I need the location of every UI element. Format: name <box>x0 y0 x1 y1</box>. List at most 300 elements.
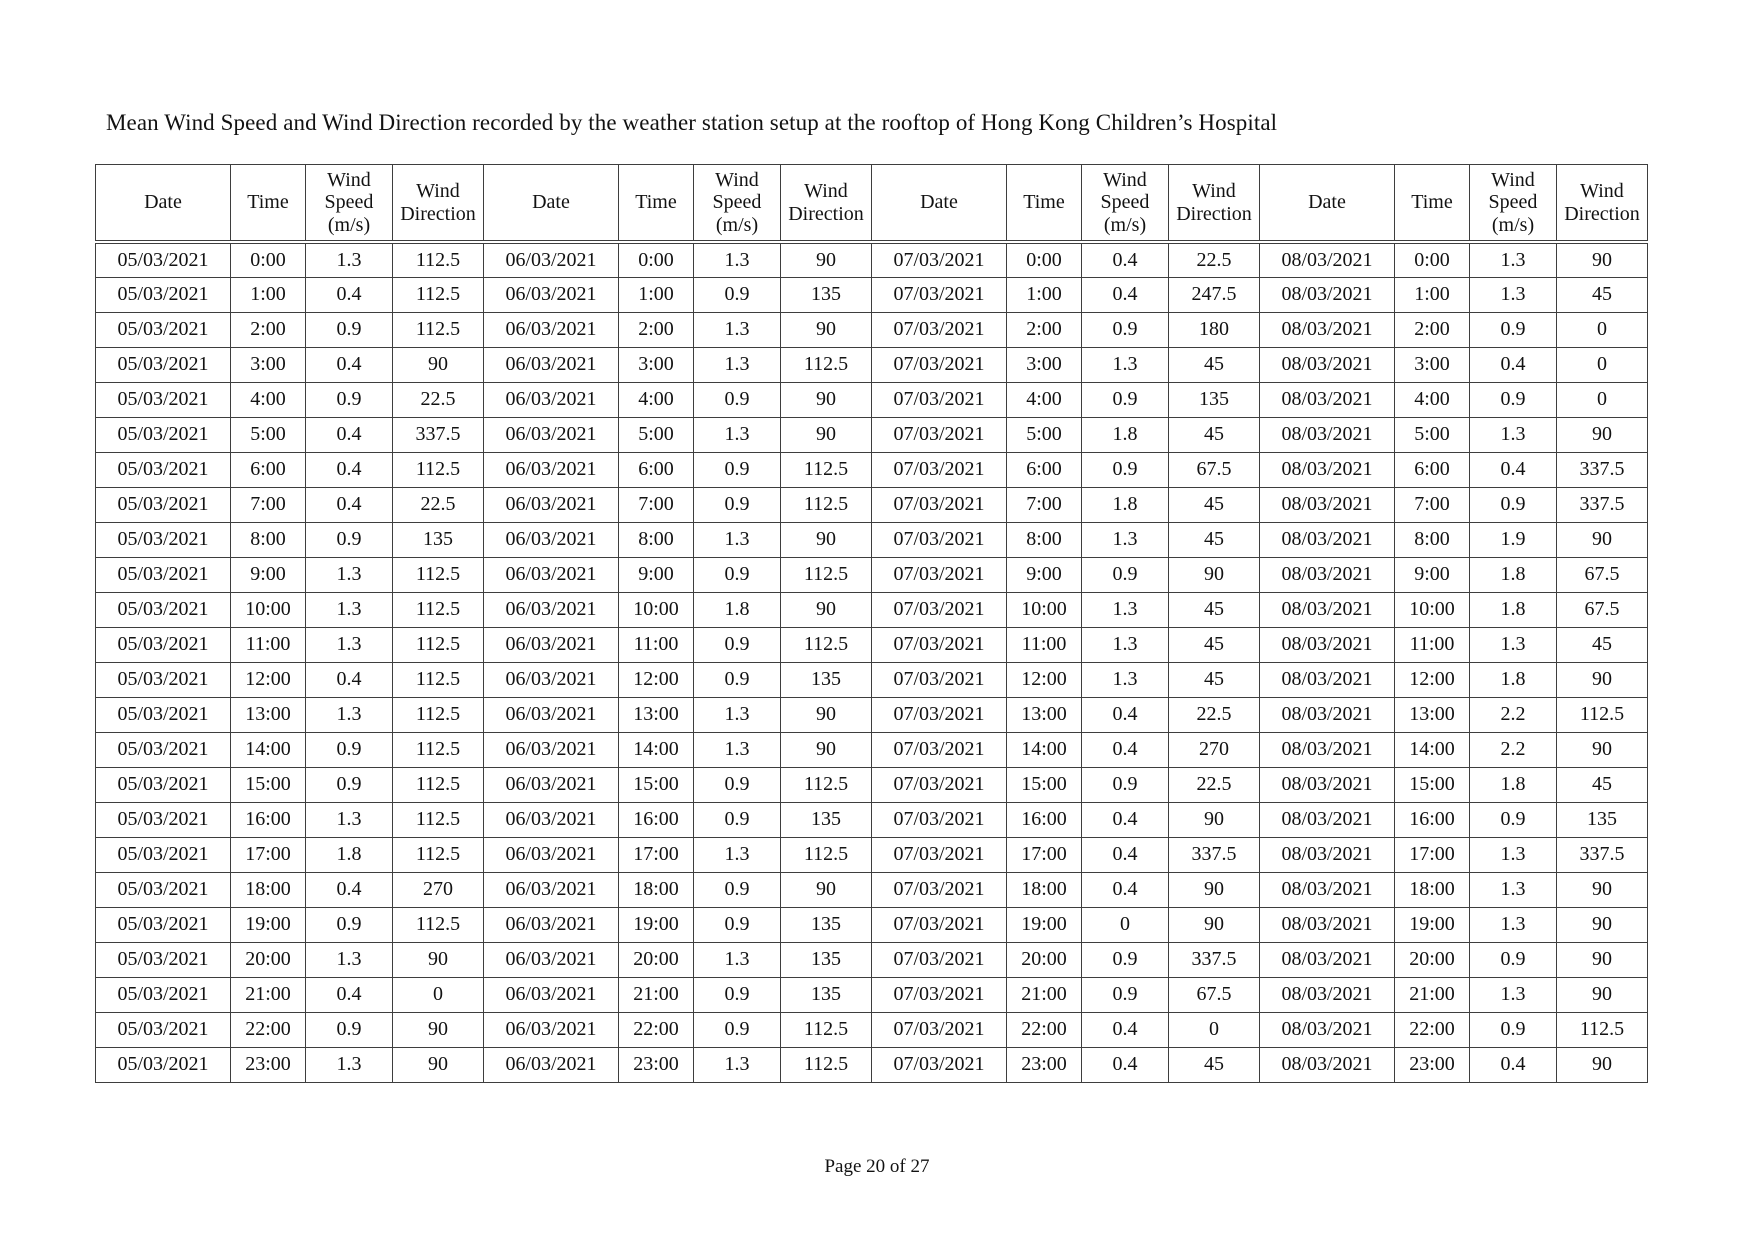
cell-wind-direction: 337.5 <box>1557 452 1648 487</box>
cell-date: 06/03/2021 <box>484 627 619 662</box>
table-row <box>96 592 1648 627</box>
table-row <box>96 557 1648 592</box>
table-header-row <box>96 165 1648 243</box>
cell-wind-speed: 1.3 <box>694 1047 781 1082</box>
table-row <box>96 872 1648 907</box>
table-row <box>96 662 1648 697</box>
cell-time: 4:00 <box>1395 382 1470 417</box>
cell-wind-direction: 112.5 <box>1557 697 1648 732</box>
cell-date: 06/03/2021 <box>484 1012 619 1047</box>
cell-wind-speed: 0.9 <box>306 522 393 557</box>
cell-wind-direction: 112.5 <box>393 242 484 277</box>
cell-wind-direction: 337.5 <box>1557 487 1648 522</box>
cell-wind-direction: 337.5 <box>1169 837 1260 872</box>
cell-wind-direction: 337.5 <box>1557 837 1648 872</box>
cell-time: 15:00 <box>231 767 306 802</box>
table-row <box>96 977 1648 1012</box>
cell-wind-speed: 1.3 <box>1082 522 1169 557</box>
cell-wind-speed: 0.9 <box>694 907 781 942</box>
cell-time: 5:00 <box>619 417 694 452</box>
cell-date: 05/03/2021 <box>96 662 231 697</box>
cell-wind-speed: 0.9 <box>1470 1012 1557 1047</box>
cell-time: 19:00 <box>231 907 306 942</box>
cell-date: 07/03/2021 <box>872 487 1007 522</box>
cell-time: 23:00 <box>1395 1047 1470 1082</box>
table-row <box>96 907 1648 942</box>
table-row <box>96 802 1648 837</box>
cell-wind-direction: 112.5 <box>781 1012 872 1047</box>
cell-wind-direction: 90 <box>1169 557 1260 592</box>
cell-date: 08/03/2021 <box>1260 627 1395 662</box>
cell-wind-direction: 45 <box>1169 592 1260 627</box>
cell-date: 06/03/2021 <box>484 522 619 557</box>
cell-date: 08/03/2021 <box>1260 872 1395 907</box>
cell-time: 7:00 <box>1395 487 1470 522</box>
cell-wind-direction: 135 <box>781 662 872 697</box>
cell-date: 05/03/2021 <box>96 522 231 557</box>
table-row <box>96 697 1648 732</box>
cell-time: 11:00 <box>1007 627 1082 662</box>
cell-wind-direction: 90 <box>1557 417 1648 452</box>
cell-wind-direction: 90 <box>1169 907 1260 942</box>
cell-wind-speed: 0.4 <box>1082 1012 1169 1047</box>
cell-wind-direction: 67.5 <box>1169 977 1260 1012</box>
cell-date: 08/03/2021 <box>1260 1047 1395 1082</box>
cell-time: 5:00 <box>1395 417 1470 452</box>
cell-wind-speed: 0.4 <box>1082 837 1169 872</box>
cell-wind-direction: 45 <box>1169 487 1260 522</box>
cell-wind-direction: 45 <box>1169 627 1260 662</box>
cell-wind-direction: 0 <box>393 977 484 1012</box>
cell-time: 6:00 <box>619 452 694 487</box>
cell-date: 07/03/2021 <box>872 627 1007 662</box>
header-wind-speed: Wind Speed (m/s) <box>1470 165 1557 243</box>
cell-time: 18:00 <box>1395 872 1470 907</box>
cell-time: 10:00 <box>1395 592 1470 627</box>
cell-wind-direction: 135 <box>393 522 484 557</box>
cell-wind-speed: 1.3 <box>694 312 781 347</box>
cell-wind-speed: 0.9 <box>694 977 781 1012</box>
header-date: Date <box>1260 165 1395 243</box>
cell-wind-speed: 1.3 <box>306 242 393 277</box>
cell-wind-direction: 90 <box>1557 1047 1648 1082</box>
header-wind-direction: Wind Direction <box>1557 165 1648 243</box>
cell-wind-direction: 90 <box>1557 872 1648 907</box>
cell-wind-speed: 1.8 <box>1470 592 1557 627</box>
cell-time: 18:00 <box>1007 872 1082 907</box>
cell-date: 07/03/2021 <box>872 382 1007 417</box>
cell-time: 13:00 <box>1007 697 1082 732</box>
cell-date: 06/03/2021 <box>484 277 619 312</box>
cell-time: 16:00 <box>619 802 694 837</box>
cell-wind-speed: 0.4 <box>306 417 393 452</box>
cell-wind-speed: 1.3 <box>1082 347 1169 382</box>
cell-time: 12:00 <box>231 662 306 697</box>
cell-time: 0:00 <box>619 242 694 277</box>
cell-wind-direction: 45 <box>1557 277 1648 312</box>
cell-wind-speed: 0.9 <box>1082 452 1169 487</box>
table-row <box>96 277 1648 312</box>
cell-wind-speed: 1.3 <box>306 942 393 977</box>
cell-time: 0:00 <box>1007 242 1082 277</box>
cell-wind-direction: 112.5 <box>393 627 484 662</box>
cell-wind-speed: 1.3 <box>694 697 781 732</box>
cell-date: 08/03/2021 <box>1260 347 1395 382</box>
header-wind-direction: Wind Direction <box>393 165 484 243</box>
cell-wind-direction: 67.5 <box>1557 592 1648 627</box>
cell-wind-speed: 1.8 <box>1082 417 1169 452</box>
cell-wind-direction: 0 <box>1557 382 1648 417</box>
table-row <box>96 242 1648 277</box>
cell-wind-direction: 112.5 <box>393 312 484 347</box>
cell-date: 07/03/2021 <box>872 802 1007 837</box>
cell-time: 13:00 <box>619 697 694 732</box>
cell-time: 3:00 <box>231 347 306 382</box>
cell-wind-speed: 0.4 <box>1470 1047 1557 1082</box>
cell-wind-speed: 1.3 <box>306 697 393 732</box>
cell-wind-direction: 112.5 <box>393 907 484 942</box>
cell-date: 05/03/2021 <box>96 242 231 277</box>
page-number: Page 20 of 27 <box>824 1156 930 1177</box>
header-time: Time <box>231 165 306 243</box>
cell-date: 05/03/2021 <box>96 557 231 592</box>
cell-wind-direction: 112.5 <box>393 557 484 592</box>
cell-wind-speed: 0.9 <box>694 802 781 837</box>
cell-date: 07/03/2021 <box>872 347 1007 382</box>
cell-wind-direction: 90 <box>1557 907 1648 942</box>
cell-date: 05/03/2021 <box>96 417 231 452</box>
cell-time: 21:00 <box>231 977 306 1012</box>
table-row <box>96 312 1648 347</box>
cell-wind-speed: 0.9 <box>694 767 781 802</box>
cell-wind-direction: 112.5 <box>393 592 484 627</box>
cell-date: 07/03/2021 <box>872 277 1007 312</box>
cell-wind-speed: 1.3 <box>1470 872 1557 907</box>
cell-wind-speed: 0.9 <box>1470 802 1557 837</box>
cell-wind-direction: 45 <box>1169 417 1260 452</box>
cell-time: 9:00 <box>1395 557 1470 592</box>
cell-date: 05/03/2021 <box>96 312 231 347</box>
cell-time: 0:00 <box>1395 242 1470 277</box>
cell-time: 2:00 <box>619 312 694 347</box>
cell-date: 08/03/2021 <box>1260 802 1395 837</box>
cell-date: 07/03/2021 <box>872 977 1007 1012</box>
header-time: Time <box>1007 165 1082 243</box>
cell-wind-speed: 0.9 <box>694 627 781 662</box>
cell-time: 8:00 <box>231 522 306 557</box>
cell-wind-speed: 0.9 <box>306 907 393 942</box>
cell-wind-speed: 0.9 <box>1470 312 1557 347</box>
cell-time: 12:00 <box>1395 662 1470 697</box>
header-date: Date <box>484 165 619 243</box>
cell-date: 05/03/2021 <box>96 697 231 732</box>
cell-date: 07/03/2021 <box>872 242 1007 277</box>
cell-time: 6:00 <box>1007 452 1082 487</box>
cell-time: 7:00 <box>1007 487 1082 522</box>
cell-date: 06/03/2021 <box>484 347 619 382</box>
cell-time: 5:00 <box>231 417 306 452</box>
cell-date: 07/03/2021 <box>872 417 1007 452</box>
header-wind-direction: Wind Direction <box>781 165 872 243</box>
cell-time: 9:00 <box>1007 557 1082 592</box>
cell-date: 05/03/2021 <box>96 277 231 312</box>
cell-wind-speed: 0.9 <box>1470 942 1557 977</box>
table-header <box>96 165 1648 243</box>
cell-wind-direction: 67.5 <box>1169 452 1260 487</box>
cell-wind-speed: 0.4 <box>306 872 393 907</box>
cell-wind-speed: 0.9 <box>306 732 393 767</box>
cell-wind-speed: 0.9 <box>1082 312 1169 347</box>
cell-time: 11:00 <box>1395 627 1470 662</box>
cell-wind-speed: 0 <box>1082 907 1169 942</box>
cell-date: 06/03/2021 <box>484 697 619 732</box>
cell-time: 14:00 <box>231 732 306 767</box>
table-row <box>96 1047 1648 1082</box>
cell-wind-speed: 0.4 <box>306 277 393 312</box>
cell-wind-speed: 0.4 <box>306 662 393 697</box>
cell-wind-speed: 0.9 <box>306 382 393 417</box>
cell-time: 2:00 <box>1007 312 1082 347</box>
cell-wind-speed: 1.3 <box>306 802 393 837</box>
cell-time: 17:00 <box>1007 837 1082 872</box>
cell-wind-speed: 1.3 <box>694 417 781 452</box>
cell-date: 05/03/2021 <box>96 732 231 767</box>
cell-time: 19:00 <box>1395 907 1470 942</box>
cell-time: 8:00 <box>1395 522 1470 557</box>
cell-wind-speed: 0.9 <box>694 382 781 417</box>
cell-wind-direction: 0 <box>1557 347 1648 382</box>
cell-time: 15:00 <box>619 767 694 802</box>
table-row <box>96 382 1648 417</box>
cell-time: 22:00 <box>1007 1012 1082 1047</box>
cell-wind-speed: 1.3 <box>306 627 393 662</box>
cell-time: 13:00 <box>1395 697 1470 732</box>
cell-time: 1:00 <box>1007 277 1082 312</box>
header-time: Time <box>619 165 694 243</box>
cell-wind-direction: 112.5 <box>393 767 484 802</box>
cell-wind-speed: 1.3 <box>694 837 781 872</box>
cell-wind-direction: 337.5 <box>393 417 484 452</box>
cell-wind-speed: 0.9 <box>1470 382 1557 417</box>
cell-time: 2:00 <box>1395 312 1470 347</box>
table-row <box>96 417 1648 452</box>
table-row <box>96 452 1648 487</box>
cell-date: 07/03/2021 <box>872 907 1007 942</box>
table-row <box>96 522 1648 557</box>
cell-wind-direction: 45 <box>1169 522 1260 557</box>
cell-wind-direction: 112.5 <box>393 452 484 487</box>
cell-wind-speed: 0.9 <box>306 1012 393 1047</box>
cell-date: 05/03/2021 <box>96 627 231 662</box>
cell-wind-speed: 1.8 <box>1470 767 1557 802</box>
cell-date: 08/03/2021 <box>1260 697 1395 732</box>
cell-wind-direction: 90 <box>781 732 872 767</box>
cell-time: 1:00 <box>619 277 694 312</box>
cell-date: 08/03/2021 <box>1260 837 1395 872</box>
cell-date: 06/03/2021 <box>484 732 619 767</box>
cell-wind-speed: 0.4 <box>1082 697 1169 732</box>
cell-date: 08/03/2021 <box>1260 907 1395 942</box>
cell-wind-direction: 90 <box>393 1012 484 1047</box>
table-row <box>96 627 1648 662</box>
cell-time: 21:00 <box>619 977 694 1012</box>
header-wind-speed: Wind Speed (m/s) <box>694 165 781 243</box>
cell-time: 22:00 <box>619 1012 694 1047</box>
cell-time: 22:00 <box>231 1012 306 1047</box>
cell-time: 14:00 <box>619 732 694 767</box>
cell-wind-speed: 0.4 <box>306 977 393 1012</box>
cell-wind-direction: 112.5 <box>781 557 872 592</box>
cell-time: 8:00 <box>619 522 694 557</box>
cell-time: 4:00 <box>231 382 306 417</box>
cell-date: 05/03/2021 <box>96 452 231 487</box>
cell-time: 7:00 <box>231 487 306 522</box>
cell-wind-direction: 90 <box>781 522 872 557</box>
cell-time: 21:00 <box>1007 977 1082 1012</box>
cell-wind-speed: 1.9 <box>1470 522 1557 557</box>
cell-wind-speed: 0.9 <box>694 452 781 487</box>
cell-wind-speed: 0.9 <box>1082 767 1169 802</box>
cell-wind-speed: 0.4 <box>306 347 393 382</box>
cell-wind-direction: 135 <box>1557 802 1648 837</box>
cell-time: 20:00 <box>619 942 694 977</box>
cell-wind-speed: 1.3 <box>1470 627 1557 662</box>
cell-wind-direction: 45 <box>1557 767 1648 802</box>
cell-wind-direction: 112.5 <box>781 1047 872 1082</box>
cell-wind-direction: 0 <box>1557 312 1648 347</box>
cell-time: 6:00 <box>1395 452 1470 487</box>
cell-time: 1:00 <box>231 277 306 312</box>
cell-wind-speed: 1.3 <box>306 592 393 627</box>
cell-wind-direction: 112.5 <box>393 837 484 872</box>
cell-time: 23:00 <box>1007 1047 1082 1082</box>
cell-date: 05/03/2021 <box>96 977 231 1012</box>
cell-date: 08/03/2021 <box>1260 942 1395 977</box>
cell-date: 05/03/2021 <box>96 347 231 382</box>
cell-wind-direction: 90 <box>781 872 872 907</box>
cell-wind-direction: 135 <box>781 977 872 1012</box>
cell-wind-direction: 90 <box>1557 732 1648 767</box>
cell-date: 08/03/2021 <box>1260 417 1395 452</box>
cell-wind-direction: 112.5 <box>393 732 484 767</box>
cell-wind-direction: 22.5 <box>1169 767 1260 802</box>
cell-date: 07/03/2021 <box>872 1047 1007 1082</box>
cell-date: 06/03/2021 <box>484 767 619 802</box>
cell-date: 08/03/2021 <box>1260 977 1395 1012</box>
cell-wind-direction: 135 <box>1169 382 1260 417</box>
cell-date: 06/03/2021 <box>484 802 619 837</box>
cell-date: 06/03/2021 <box>484 837 619 872</box>
cell-time: 11:00 <box>619 627 694 662</box>
cell-date: 06/03/2021 <box>484 242 619 277</box>
cell-time: 16:00 <box>231 802 306 837</box>
cell-date: 06/03/2021 <box>484 942 619 977</box>
cell-time: 23:00 <box>619 1047 694 1082</box>
cell-date: 05/03/2021 <box>96 802 231 837</box>
cell-wind-direction: 90 <box>1557 942 1648 977</box>
cell-date: 08/03/2021 <box>1260 732 1395 767</box>
cell-wind-speed: 1.8 <box>306 837 393 872</box>
cell-wind-speed: 0.4 <box>1470 347 1557 382</box>
header-date: Date <box>96 165 231 243</box>
header-wind-speed: Wind Speed (m/s) <box>1082 165 1169 243</box>
cell-date: 05/03/2021 <box>96 382 231 417</box>
cell-wind-direction: 90 <box>781 242 872 277</box>
cell-date: 07/03/2021 <box>872 522 1007 557</box>
wind-data-table <box>95 164 1648 1083</box>
cell-wind-direction: 22.5 <box>393 487 484 522</box>
cell-wind-direction: 112.5 <box>393 697 484 732</box>
cell-date: 08/03/2021 <box>1260 277 1395 312</box>
cell-date: 06/03/2021 <box>484 1047 619 1082</box>
cell-wind-direction: 90 <box>1557 522 1648 557</box>
cell-wind-speed: 1.3 <box>694 732 781 767</box>
cell-time: 14:00 <box>1395 732 1470 767</box>
cell-date: 08/03/2021 <box>1260 382 1395 417</box>
table-row <box>96 1012 1648 1047</box>
cell-date: 07/03/2021 <box>872 697 1007 732</box>
cell-date: 06/03/2021 <box>484 452 619 487</box>
cell-wind-direction: 45 <box>1169 347 1260 382</box>
cell-wind-speed: 0.9 <box>306 312 393 347</box>
cell-date: 07/03/2021 <box>872 592 1007 627</box>
cell-time: 6:00 <box>231 452 306 487</box>
cell-date: 07/03/2021 <box>872 452 1007 487</box>
cell-date: 05/03/2021 <box>96 942 231 977</box>
cell-wind-direction: 112.5 <box>781 767 872 802</box>
cell-date: 07/03/2021 <box>872 662 1007 697</box>
cell-wind-direction: 90 <box>1557 662 1648 697</box>
cell-time: 12:00 <box>1007 662 1082 697</box>
cell-date: 06/03/2021 <box>484 872 619 907</box>
cell-wind-direction: 112.5 <box>393 277 484 312</box>
cell-wind-direction: 90 <box>1169 872 1260 907</box>
cell-wind-speed: 1.3 <box>694 522 781 557</box>
cell-time: 17:00 <box>1395 837 1470 872</box>
cell-wind-speed: 0.9 <box>694 872 781 907</box>
cell-wind-speed: 1.8 <box>1082 487 1169 522</box>
cell-wind-speed: 1.3 <box>1470 277 1557 312</box>
cell-wind-direction: 135 <box>781 802 872 837</box>
cell-date: 07/03/2021 <box>872 872 1007 907</box>
cell-date: 08/03/2021 <box>1260 592 1395 627</box>
cell-wind-direction: 22.5 <box>1169 242 1260 277</box>
cell-wind-speed: 0.9 <box>694 662 781 697</box>
cell-wind-speed: 2.2 <box>1470 732 1557 767</box>
cell-wind-direction: 112.5 <box>781 347 872 382</box>
cell-time: 15:00 <box>1395 767 1470 802</box>
cell-time: 2:00 <box>231 312 306 347</box>
cell-time: 17:00 <box>231 837 306 872</box>
cell-date: 06/03/2021 <box>484 592 619 627</box>
cell-date: 06/03/2021 <box>484 487 619 522</box>
cell-date: 07/03/2021 <box>872 732 1007 767</box>
table-row <box>96 732 1648 767</box>
cell-date: 05/03/2021 <box>96 1047 231 1082</box>
cell-wind-direction: 112.5 <box>781 487 872 522</box>
cell-date: 08/03/2021 <box>1260 662 1395 697</box>
cell-time: 8:00 <box>1007 522 1082 557</box>
cell-wind-speed: 0.9 <box>306 767 393 802</box>
cell-wind-direction: 90 <box>781 697 872 732</box>
cell-wind-speed: 1.3 <box>694 347 781 382</box>
cell-wind-direction: 135 <box>781 942 872 977</box>
cell-time: 10:00 <box>619 592 694 627</box>
cell-wind-speed: 0.9 <box>694 487 781 522</box>
cell-time: 17:00 <box>619 837 694 872</box>
cell-date: 07/03/2021 <box>872 312 1007 347</box>
cell-wind-speed: 0.4 <box>1082 1047 1169 1082</box>
